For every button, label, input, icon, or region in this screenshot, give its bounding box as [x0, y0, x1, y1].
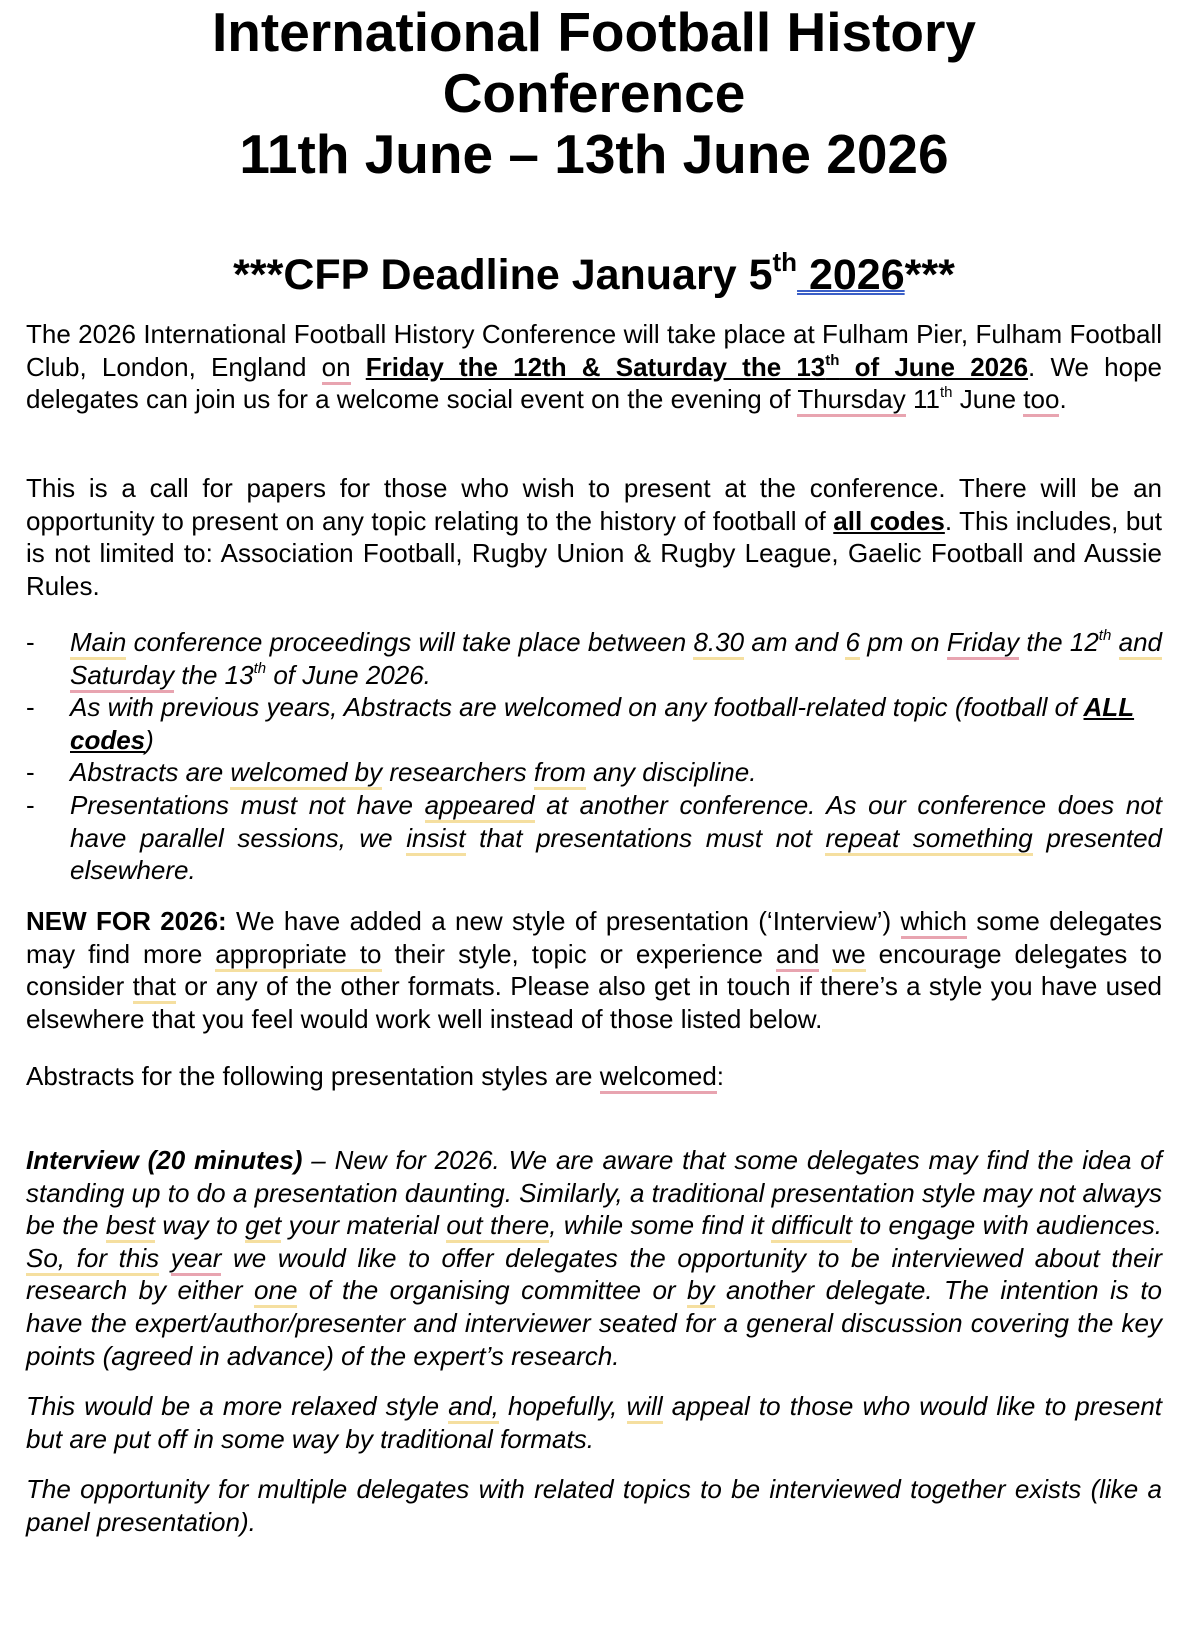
abstracts-intro — [26, 1060, 1162, 1093]
b1-sup-1: th — [1098, 627, 1112, 644]
list-item — [26, 789, 1162, 887]
interview-p2-text-3: appeal to those who would like to present but are put off in some way by traditional formats. — [26, 1391, 1162, 1454]
interview-paragraph-2 — [26, 1390, 1162, 1455]
b4-text-2: at another conference. As our conference does not have parallel sessions, we — [70, 789, 1162, 853]
interview-text-6 — [159, 1243, 171, 1273]
new-for-text-5: encourage delegates to consider — [26, 938, 1162, 1002]
b1-friday: Friday — [947, 627, 1019, 660]
interview-p3-text: The opportunity for multiple delegates with related topics to be interviewed together exists (like a panel presentation). — [26, 1474, 1162, 1537]
new-for-which: which — [901, 906, 967, 939]
bullet-dash: - — [26, 789, 35, 820]
interview-by: by — [687, 1275, 714, 1308]
b4-text-4: presented elsewhere. — [70, 822, 1163, 886]
interview-p2-text-1: This would be a more relaxed style — [26, 1391, 449, 1422]
interview-text-8: of the organising committee or — [297, 1275, 688, 1306]
cfp-text: This is a call for papers for those who wish to present at the conference. There will be an opportunity to present on any topic relating to the history of football of — [26, 473, 1162, 536]
intro-text: The 2026 International Football History Conference will take place at Fulham Pier, Fulham Football Club, London, England — [26, 319, 1162, 382]
b1-time-1: 8.30 — [693, 627, 744, 660]
new-for-that: that — [133, 971, 176, 1004]
b1-main: Main — [70, 627, 126, 660]
intro-thursday: Thursday — [797, 384, 905, 417]
deadline-suffix: *** — [904, 251, 955, 299]
abstracts-text-2: : — [716, 1061, 725, 1091]
cfp-deadline — [26, 249, 1162, 301]
list-item — [26, 626, 1162, 691]
new-for-text-3: their style, topic or experience — [381, 938, 777, 969]
interview-one: one — [254, 1275, 297, 1308]
conference-dates — [366, 352, 1028, 382]
b1-text-1: conference proceedings will take place between — [126, 627, 694, 657]
b1-text-8: of June 2026. — [266, 659, 431, 690]
intro-too: too — [1023, 384, 1059, 417]
interview-text-9: another delegate. The intention is to have the expert/author/presenter and interviewer seated for a general discussion covering the key points (agreed in advance) of the expert’s research. — [26, 1275, 1163, 1371]
b3-text-1: Abstracts are — [70, 757, 231, 788]
title-line-1: International Football History — [212, 1, 976, 63]
title-line-2: Conference — [442, 62, 746, 124]
b1-text-5 — [1111, 627, 1118, 657]
b1-text-2: am and — [744, 627, 846, 657]
bullet-dash: - — [26, 757, 35, 788]
interview-text-3: your material — [281, 1210, 447, 1241]
b4-repeat: repeat something — [825, 823, 1032, 856]
b4-appeared: appeared — [425, 790, 535, 823]
document-page — [26, 0, 1163, 1537]
interview-text-7: we would like to offer delegates the opportunity to be interviewed about their research by either — [26, 1242, 1162, 1306]
interview-paragraph-3 — [26, 1473, 1162, 1538]
dates-part-2: of June 2026 — [839, 351, 1029, 382]
interview-heading: Interview (20 minutes) — [26, 1145, 303, 1175]
b1-text-3: pm on — [859, 627, 947, 657]
new-for-2026-paragraph — [26, 905, 1162, 1035]
all-codes-link: all codes — [833, 505, 945, 536]
new-for-text-4 — [819, 939, 832, 969]
b3-from: from — [534, 757, 586, 790]
b3-text-2: researchers — [382, 757, 534, 788]
interview-text-1: – New for 2026. We are aware that some delegates may find the idea of standing up to do a presentation daunting. Similarly, a traditional presentation style may not always be the — [26, 1145, 1162, 1241]
deadline-sup: th — [772, 247, 798, 277]
new-for-text-6: or any of the other formats. Please also get in touch if there’s a style you have used elsewhere that you feel would work well instead of those listed below. — [26, 971, 1163, 1034]
title-line-3: 11th June – 13th June 2026 — [239, 123, 949, 185]
intro-paragraph — [26, 318, 1162, 416]
interview-so: So, for this — [26, 1243, 159, 1276]
b3-welcomed-by: welcomed by — [230, 757, 382, 790]
b1-time-2: 6 — [845, 627, 859, 660]
b2-text-2: ) — [145, 724, 154, 755]
b4-text-3: that presentations must not — [465, 822, 826, 853]
intro-text-4: June — [952, 384, 1024, 415]
conference-title — [26, 0, 1162, 185]
new-for-label: NEW FOR 2026: — [26, 906, 227, 936]
b2-text-1: As with previous years, Abstracts are welcomed on any football-related topic (football of — [70, 692, 1084, 723]
cfp-paragraph — [26, 472, 1162, 602]
bullet-dash: - — [26, 627, 35, 657]
interview-p2-and: and, — [448, 1391, 499, 1424]
new-for-text-1: We have added a new style of presentation (‘Interview’) — [226, 906, 901, 936]
abstracts-welcomed: welcomed — [600, 1061, 717, 1094]
bullet-dash: - — [26, 692, 35, 723]
b1-and: and — [1119, 627, 1162, 660]
interview-section — [26, 1144, 1162, 1539]
b4-insist: insist — [406, 823, 465, 856]
deadline-year: 2026 — [797, 251, 905, 299]
interview-out-there: out there — [446, 1210, 549, 1243]
b1-text-7: the 13 — [174, 659, 254, 690]
b4-text-1: Presentations must not have — [70, 789, 425, 820]
new-for-we: we — [832, 939, 865, 972]
intro-text-2: . We hope delegates can join us for a welcome social event on the evening of — [26, 351, 1162, 415]
interview-text-4: , while some find it — [549, 1210, 772, 1241]
intro-on: on — [322, 352, 351, 385]
new-for-and: and — [776, 939, 819, 972]
new-for-text-2: some delegates may find more — [26, 906, 1162, 969]
intro-text-3: 11 — [905, 384, 940, 415]
interview-p2-text-2: hopefully, — [498, 1391, 627, 1422]
b2-all-codes: ALL codes — [70, 692, 1135, 755]
cfp-text-2: . This includes, but is not limited to: Association Football, Rugby Union & Rugby League, Gaelic Football and Aussie Rules. — [26, 505, 1162, 601]
list-item — [26, 691, 1162, 756]
deadline-prefix: ***CFP Deadline January 5 — [233, 251, 773, 299]
interview-year: year — [171, 1243, 222, 1276]
interview-get: get — [245, 1210, 281, 1243]
intro-text-5: . — [1059, 384, 1067, 415]
b1-text-4: the 12 — [1019, 627, 1099, 657]
new-for-appropriate: appropriate to — [215, 939, 381, 972]
interview-p2-will: will — [627, 1391, 663, 1424]
dates-sup: th — [825, 351, 840, 369]
b1-sup-2: th — [253, 659, 267, 677]
interview-difficult: difficult — [771, 1210, 852, 1243]
interview-paragraph — [26, 1144, 1162, 1372]
list-item — [26, 756, 1162, 789]
interview-best: best — [106, 1210, 155, 1243]
intro-sup: th — [939, 384, 953, 402]
interview-text-2: way to — [154, 1210, 246, 1241]
bullet-list — [26, 626, 1162, 887]
interview-text-5: to engage with audiences. — [852, 1210, 1162, 1241]
b3-text-3: any discipline. — [585, 757, 757, 788]
abstracts-text-1: Abstracts for the following presentation styles are — [26, 1061, 600, 1091]
b1-saturday: Saturday — [70, 660, 174, 693]
dates-part-1: Friday the 12th & Saturday the 13 — [365, 351, 826, 382]
